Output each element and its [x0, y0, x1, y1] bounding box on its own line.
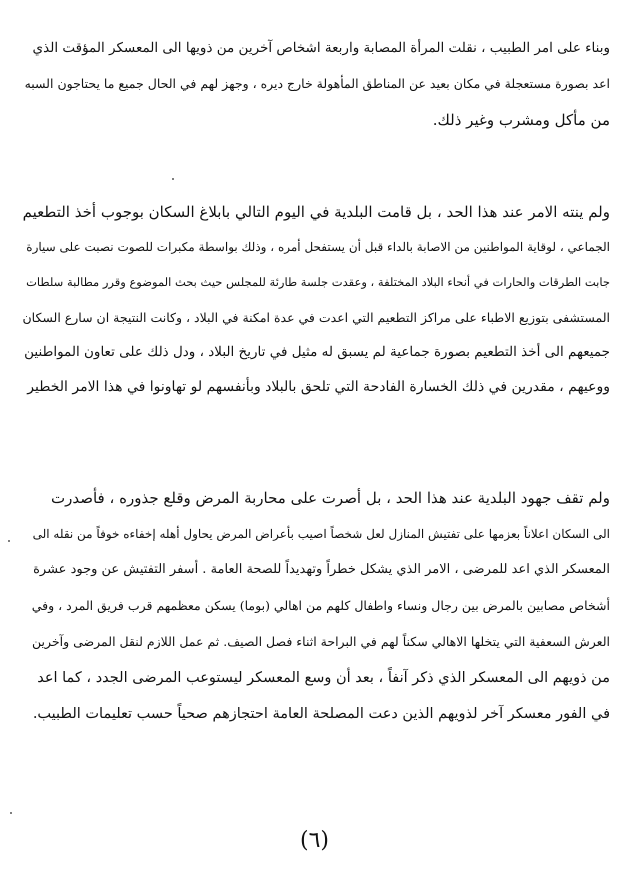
- text-line: المستشفى بتوزيع الاطباء على مراكز التطعيم التي اعدت في عدة امكنة في البلاد ، وكانت النتيجة ان سارع السكان: [22, 310, 610, 325]
- text-line: الجماعي ، لوقاية المواطنين من الاصابة بالداء قبل أن يستفحل أمره ، وذلك بواسطة مكبرات للصوت نصبت على سيارة: [26, 240, 610, 254]
- text-line: جابت الطرقات والحارات في أنحاء البلاد المختلفة ، وعقدت جلسة طارئة للمجلس حيث بحث الموضوع وقرر مطالبة سلطات: [26, 275, 610, 289]
- text-line: المعسكر الذي اعد للمرضى ، الامر الذي يشكل خطراً وتهديداً للصحة العامة . أسفر التفتيش عن وجود عشرة: [33, 562, 610, 577]
- scan-speck: [172, 178, 174, 180]
- text-line: ولم ينته الامر عند هذا الحد ، بل قامت البلدية في اليوم التالي بابلاغ السكان بوجوب أخذ التطعيم: [22, 203, 610, 221]
- paragraph-3: [20, 480, 610, 732]
- text-line: وبناء على امر الطبيب ، نقلت المرأة المصابة واربعة اشخاص آخرين من ذويها الى المعسكر المؤقت الذي: [32, 40, 610, 56]
- paragraph-1: [20, 30, 610, 138]
- text-line: العرش السعفية التي يتخلها الاهالي سكناً لهم في البراحة اثناء فصل الصيف. ثم عمل اللازم لنقل المرضى وآخرين: [32, 634, 610, 649]
- text-line: من مأكل ومشرب وغير ذلك.: [432, 111, 610, 129]
- text-line: ووعيهم ، مقدرين في ذلك الخسارة الفادحة التي تلحق بالبلاد وبأنفسهم لو تهاونوا في هذا الامر الخطير: [27, 379, 610, 395]
- text-line: أشخاص مصابين بالمرض بين رجال ونساء واطفال كلهم من اهالي (بوما) يسكن معظمهم قرب فريق المرد ، وفي: [31, 598, 610, 613]
- text-line: في الفور معسكر آخر لذويهم الذين دعت المصلحة العامة احتجازهم صحياً حسب تعليمات الطبيب.: [32, 706, 610, 722]
- text-line: الى السكان اعلاناً بعزمها على تفتيش المنازل لعل شخصاً اصيب بأعراض المرض يحاول أهله إخفاءه خوفاً من نقله الى: [32, 527, 610, 541]
- page-number: (٦): [299, 828, 329, 853]
- text-line: من ذويهم الى المعسكر الذي ذكر آنفاً ، بعد أن وسع المعسكر ليستوعب المرضى الجدد ، كما اعد: [37, 670, 610, 686]
- paragraph-2: [20, 195, 610, 405]
- text-line: جميعهم الى أخذ التطعيم بصورة جماعية لم يسبق له مثيل في تاريخ البلاد ، ودل ذلك على تعاون المواطنين: [24, 344, 610, 360]
- scan-speck: [10, 812, 12, 814]
- text-line: ولم تقف جهود البلدية عند هذا الحد ، بل أصرت على محاربة المرض وقلع جذوره ، فأصدرت: [51, 489, 610, 507]
- text-line: اعد بصورة مستعجلة في مكان بعيد عن المناطق المأهولة خارج ديره ، وجهز لهم في الحال جميع ما يحتاجون السبه: [24, 76, 610, 91]
- scan-speck: [8, 540, 10, 542]
